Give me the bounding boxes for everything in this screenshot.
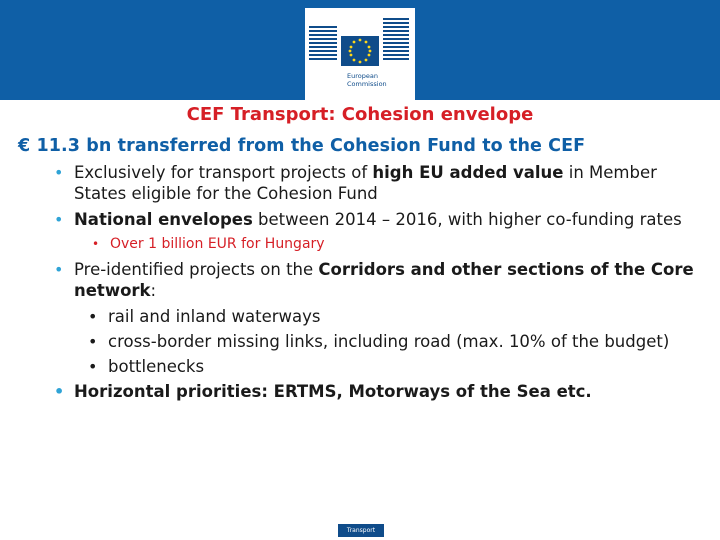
bullet-item-2 bbox=[18, 209, 708, 230]
sub-bullet-bottlenecks bbox=[18, 356, 708, 377]
bullet-icon: • bbox=[54, 163, 64, 182]
bullet-icon: • bbox=[88, 332, 98, 351]
european-commission-logo bbox=[305, 8, 415, 100]
bullet-item-1 bbox=[18, 162, 708, 204]
text-span: between 2014 – 2016, with higher co-funding rates bbox=[252, 210, 682, 229]
sub-bullet-cross-border bbox=[18, 331, 708, 352]
bullet-icon: • bbox=[88, 307, 98, 326]
slide-content bbox=[18, 136, 708, 407]
bullet-item-3 bbox=[18, 259, 708, 301]
text-span: Over 1 billion EUR for Hungary bbox=[110, 236, 325, 252]
bullet-icon: • bbox=[54, 210, 64, 229]
bullet-icon: • bbox=[88, 357, 98, 376]
sub-bullet-hungary bbox=[18, 235, 708, 253]
header-bar bbox=[0, 0, 720, 100]
bold-span: Corridors and other sections of the Core network bbox=[74, 260, 694, 300]
sub-bullet-rail bbox=[18, 306, 708, 327]
text-span: bottlenecks bbox=[108, 357, 205, 376]
text-span: in Member States eligible for the Cohesion Fund bbox=[74, 163, 657, 203]
bullet-icon: • bbox=[92, 237, 100, 251]
logo-text-line1: European bbox=[347, 72, 378, 80]
text-span: Pre-identified projects on the bbox=[74, 260, 319, 279]
text-span: cross-border missing links, including road (max. 10% of the budget) bbox=[108, 332, 670, 351]
footer-tag: Transport bbox=[338, 524, 384, 537]
bullet-icon: • bbox=[54, 260, 64, 279]
bullet-item-horizontal bbox=[18, 381, 708, 402]
logo-wordmark bbox=[347, 72, 387, 88]
headline: € 11.3 bn transferred from the Cohesion Fund to the CEF bbox=[18, 136, 586, 156]
text-span: Horizontal priorities: ERTMS, Motorways of the Sea etc. bbox=[74, 382, 592, 401]
bold-span: National envelopes bbox=[74, 210, 253, 229]
bullet-icon: • bbox=[54, 382, 65, 401]
bold-span: high EU added value bbox=[372, 163, 564, 182]
text-span: rail and inland waterways bbox=[108, 307, 321, 326]
slide-title: CEF Transport: Cohesion envelope bbox=[186, 104, 534, 125]
text-span: : bbox=[150, 281, 157, 300]
logo-text-line2: Commission bbox=[347, 80, 387, 88]
text-span: Exclusively for transport projects of bbox=[74, 163, 373, 182]
